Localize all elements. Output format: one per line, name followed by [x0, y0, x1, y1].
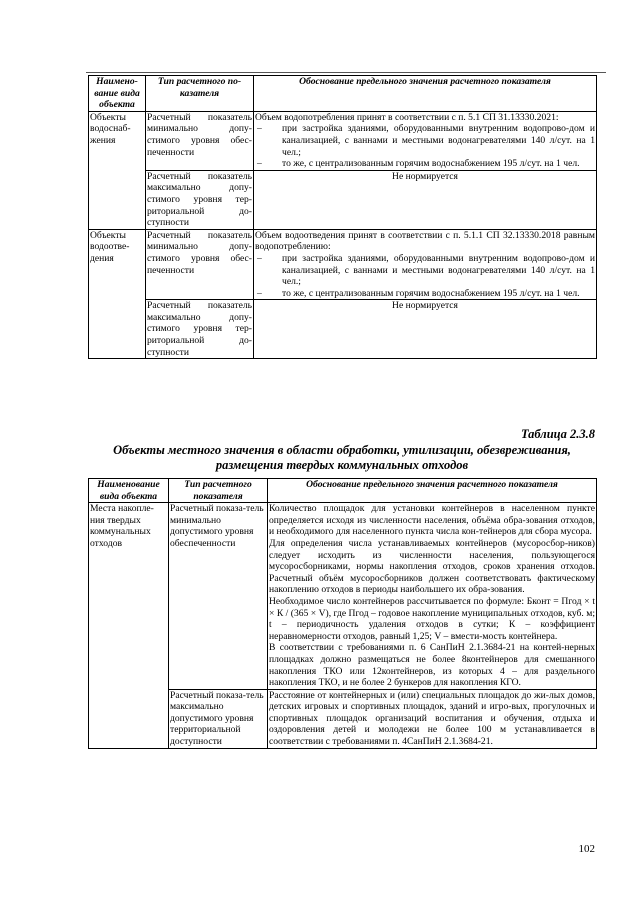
rationale-cell: Расстояние от контейнерных и (или) специальных площадок до жи-лых домов, детских игровых и спортивных площадок, зданий и игро-вых, прогулочных и спортивных площадок организаций воспитания и обучения, отдыха и оздоровления детей и молодежи не более 100 м устанавливается в соответствии с требованиями п. 4СанПиН 2.1.3684-21.: [269, 689, 595, 748]
table-row: [89, 111, 597, 170]
table-row: [89, 503, 597, 690]
solid-waste-table: [88, 478, 597, 749]
list-item: – при застройка зданиями, оборудованными внутренним водопрово-дом и канализацией, с ваннами и местными водонагревателями 140 л/сут. на 1 чел.;: [255, 123, 595, 158]
list-item: – то же, с централизованным горячим водоснабжением 195 л/сут. на 1 чел.: [255, 288, 595, 300]
object-cell: Объекты водоснаб-жения: [89, 111, 146, 229]
header-rule: [86, 72, 606, 73]
rationale-text: Объем водоотведения принят в соответствии с п. 5.1.1 СП 32.13330.2018 равным водопотреблению:: [255, 229, 595, 253]
rationale-paragraph: В соответствии с требованиями п. 6 СанПиН 2.1.3684-21 на контей-нерных площадках должно размещаться не более 8контейнеров для смешанного накопления ТКО или 12контейнеров, из которых 4 – для раздельного накопления ТКО, и не более 2 бункеров для накопления КГО.: [269, 642, 595, 689]
table-row: [89, 300, 597, 359]
list-item: – при застройка зданиями, оборудованными внутренним водопрово-дом и канализацией, с ваннами и местными водонагревателями 140 л/сут. на 1 чел.;: [255, 253, 595, 288]
table-row: [89, 229, 597, 300]
rationale-list: [255, 253, 595, 299]
type-cell: Расчетный показа-тель минимально допустимого уровня обеспеченности: [169, 503, 268, 690]
column-header-type: Тип расчетного по-казателя: [146, 76, 254, 112]
rationale-list: [255, 123, 595, 169]
type-cell: Расчетный показатель минимально допу-стимого уровня обес-печенности: [146, 111, 254, 170]
rationale-paragraph: Для определения числа устанавливаемых контейнеров (мусоросбор-ников) следует исходить из численности населения, пользующегося мусоросборниками, нормы накопления отходов, сроков хранения отходов. Расчетный объём мусоросборников должен соответствовать фактическому накоплению отходов в периоды наибольшего их обра-зования.: [269, 537, 595, 596]
type-cell: Расчетный показатель минимально допу-стимого уровня обес-печенности: [146, 229, 254, 300]
rationale-cell: [254, 111, 597, 170]
column-header-type: Тип расчетного показателя: [169, 479, 268, 503]
rationale-cell: Не нормируется: [254, 300, 597, 359]
type-cell: Расчетный показатель максимально допу-стимого уровня тер-риториальной до-ступности: [147, 300, 252, 358]
column-header-rationale: Обоснование предельного значения расчетного показателя: [268, 479, 597, 503]
rationale-text: Объем водопотребления принят в соответствии с п. 5.1 СП 31.13330.2021:: [255, 111, 559, 123]
type-cell: Расчетный показа-тель максимально допустимого уровня территориальной доступности: [169, 689, 268, 748]
column-header-rationale: Обоснование предельного значения расчетного показателя: [254, 76, 597, 112]
rationale-paragraph: Количество площадок для установки контейнеров в населенном пункте определяется исходя из численности населения, объёма обра-зования отходов, и необходимого для населенного пункта числа кон-тейнеров для сбора мусора.: [269, 503, 595, 538]
table-number: Таблица 2.3.8: [520, 427, 595, 441]
object-cell: Объекты водоотве-дения: [89, 229, 146, 359]
object-cell: Места накопле-ния твердых коммунальных отходов: [89, 503, 169, 748]
rationale-cell: [268, 503, 597, 690]
rationale-cell: [254, 229, 597, 300]
table-title: Объекты местного значения в области обработки, утилизации, обезвреживания, размещения твердых коммунальных отходов: [113, 443, 571, 472]
table-row: [89, 170, 597, 229]
table-header-row: [89, 76, 597, 112]
type-cell: Расчетный показатель максимально допу-стимого уровня тер-риториальной до-ступности: [147, 170, 252, 229]
list-item: – то же, с централизованным горячим водоснабжением 195 л/сут. на 1 чел.: [255, 158, 595, 170]
rationale-cell: Не нормируется: [254, 170, 597, 229]
table-header-row: [89, 479, 597, 503]
column-header-object: Наимено-вание вида объекта: [89, 76, 146, 112]
rationale-paragraph: Необходимое число контейнеров рассчитывается по формуле: Бконт = Пгод × t × К / (365 × V), где Пгод – годовое накопление муниципальных отходов, куб. м; t – периодичность удаления отходов в сутки; К – коэффициент неравномерности отходов, равный 1,25; V – вмести-мость контейнера.: [269, 595, 595, 642]
page-number: 102: [578, 843, 595, 855]
water-supply-table: [88, 75, 597, 359]
column-header-object: Наименование вида объекта: [89, 479, 169, 503]
